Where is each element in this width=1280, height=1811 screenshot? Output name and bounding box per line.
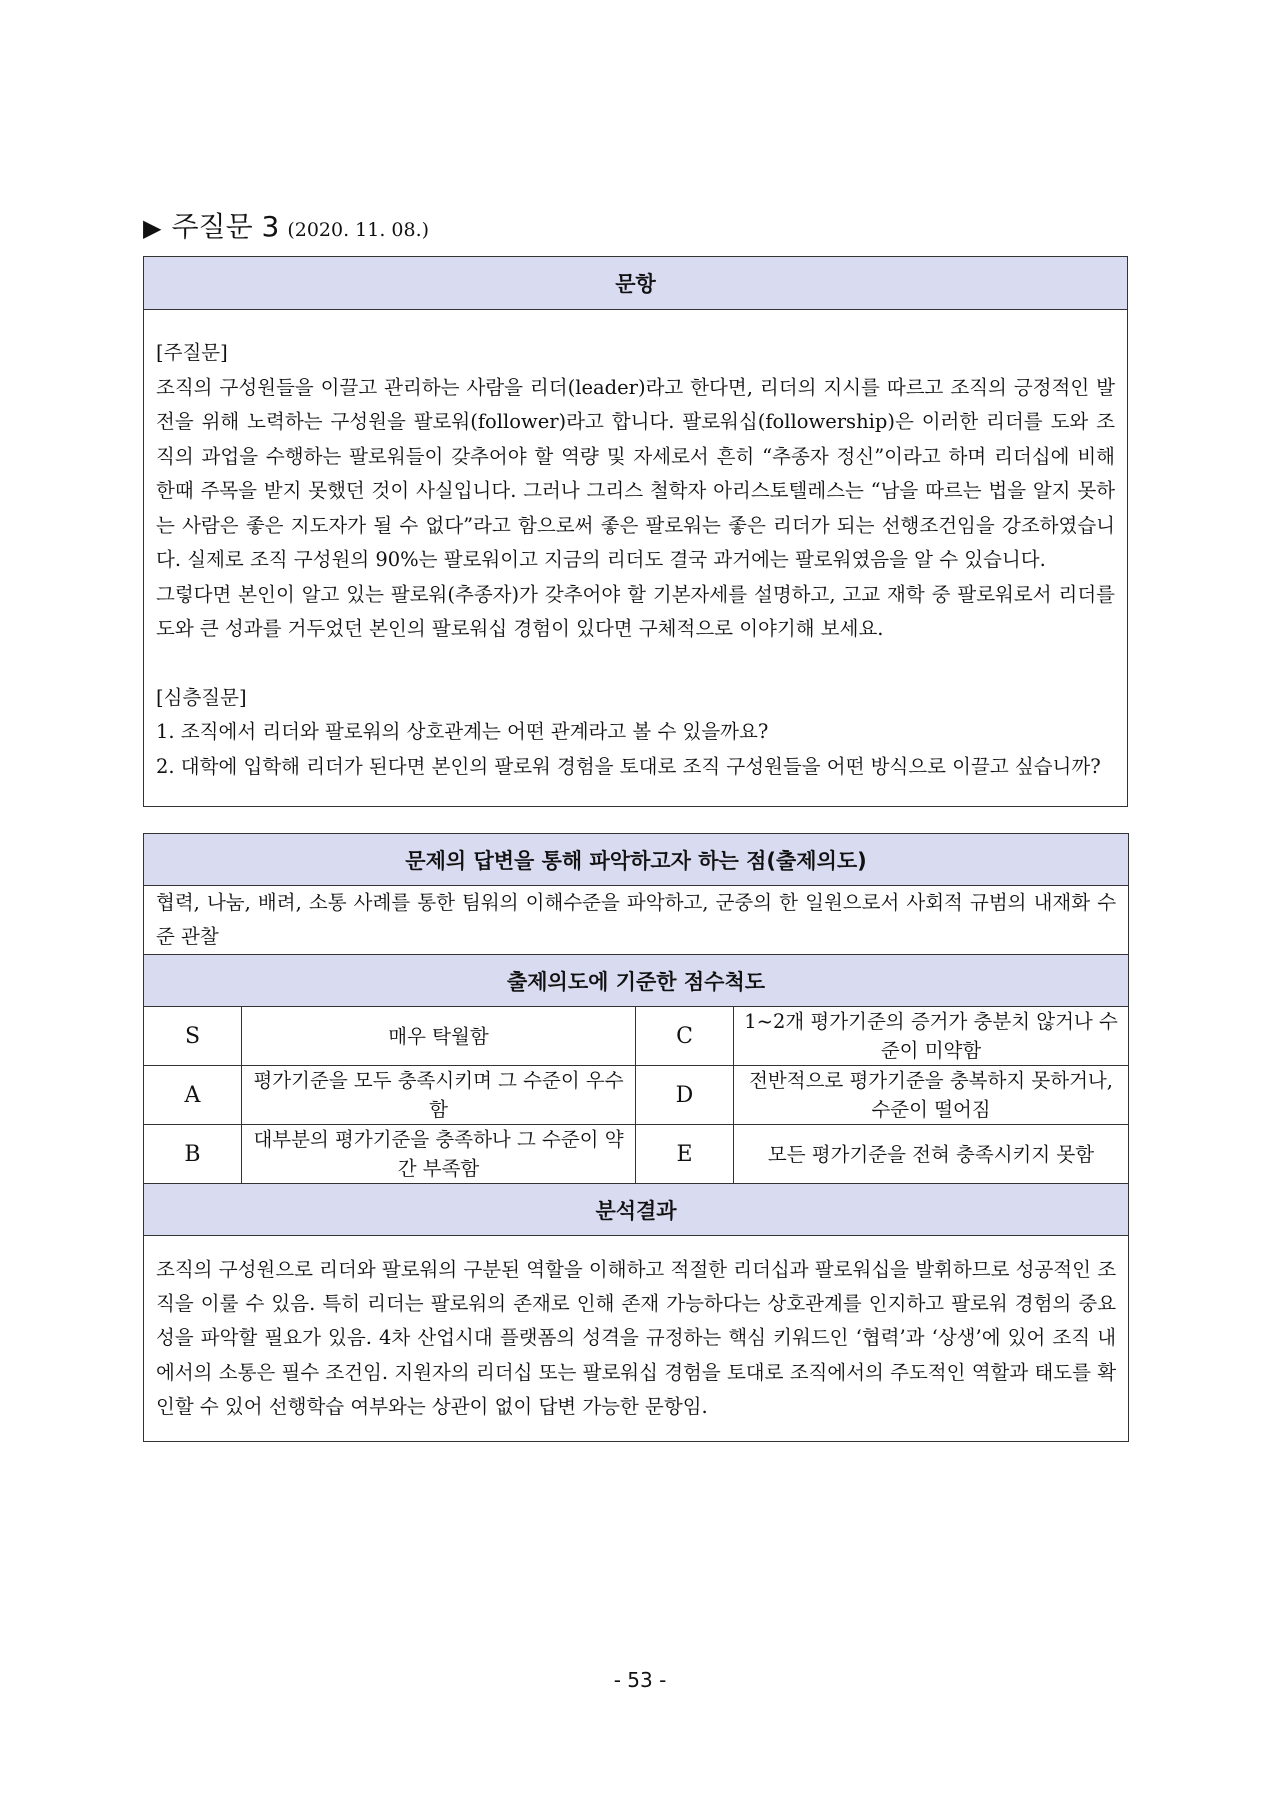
- scale-row: [144, 1125, 1129, 1184]
- follow-up-item-2: 2. 대학에 입학해 리더가 된다면 본인의 팔로워 경험을 토대로 조직 구성원들을 어떤 방식으로 이끌고 싶습니까?: [156, 754, 1101, 778]
- scale-row: [144, 1066, 1129, 1125]
- analysis-text: 조직의 구성원으로 리더와 팔로워의 구분된 역할을 이해하고 적절한 리더십과 팔로워십을 발휘하므로 성공적인 조직을 이룰 수 있음. 특히 리더는 팔로워의 존재로 인해 존재 가능하다는 상호관계를 인지하고 팔로워 경험의 중요성을 파악할 필요가 있음. 4차 산업시대 플랫폼의 성격을 규정하는 핵심 키워드인 ‘협력’과 ‘상생’에 있어 조직 내에서의 소통은 필수 조건임. 지원자의 리더십 또는 팔로워십 경험을 토대로 조직에서의 주도적인 역할과 태도를 확인할 수 있어 선행학습 여부와는 상관이 없이 답변 가능한 문항임.: [144, 1236, 1129, 1442]
- triangle-marker-icon: ▶: [143, 214, 162, 242]
- scale-row: [144, 1007, 1129, 1066]
- spacer: [156, 647, 1115, 681]
- intent-header: 문제의 답변을 통해 파악하고자 하는 점(출제의도): [144, 834, 1129, 886]
- page-number: - 53 -: [613, 1668, 667, 1692]
- main-question-paragraph-2: 그렇다면 본인이 알고 있는 팔로워(추종자)가 갖추어야 할 기본자세를 설명하고, 고교 재학 중 팔로워로서 리더를 도와 큰 성과를 거두었던 본인의 팔로워십 경험이 있다면 구체적으로 이야기해 보세요.: [156, 582, 1115, 640]
- grade-s-description: 매우 탁월함: [242, 1007, 636, 1066]
- question-table: [143, 256, 1128, 807]
- follow-up-item-1: 1. 조직에서 리더와 팔로워의 상호관계는 어떤 관계라고 볼 수 있을까요?: [156, 720, 769, 743]
- section-heading: [143, 205, 1128, 247]
- grade-b-description: 대부분의 평가기준을 충족하나 그 수준이 약간 부족함: [242, 1125, 636, 1184]
- grade-b: B: [144, 1125, 242, 1184]
- main-question-paragraph-1: 조직의 구성원들을 이끌고 관리하는 사람을 리더(leader)라고 한다면, 리더의 지시를 따르고 조직의 긍정적인 발전을 위해 노력하는 구성원을 팔로워(follower)라고 합니다. 팔로워십(followership)은 이러한 리더를 도와 조직의 과업을 수행하는 팔로워들이 갖추어야 할 역량 및 자세로서 흔히 “추종자 정신”이라고 하며 리더십에 비해 한때 주목을 받지 못했던 것이 사실입니다. 그러나 그리스 철학자 아리스토텔레스는 “남을 따르는 법을 알지 못하는 사람은 좋은 지도자가 될 수 없다”라고 함으로써 좋은 팔로워는 좋은 리더가 되는 선행조건임을 강조하였습니다. 실제로 조직 구성원의 90%는 팔로워이고 지금의 리더도 결국 과거에는 팔로워였음을 알 수 있습니다.: [156, 375, 1115, 571]
- grade-c: C: [636, 1007, 734, 1066]
- question-header: 문항: [144, 257, 1128, 310]
- main-question-label: [주질문]: [156, 341, 228, 364]
- scale-header: 출제의도에 기준한 점수척도: [144, 955, 1129, 1007]
- grade-a-description: 평가기준을 모두 충족시키며 그 수준이 우수함: [242, 1066, 636, 1125]
- grade-s: S: [144, 1007, 242, 1066]
- follow-up-label: [심층질문]: [156, 685, 247, 709]
- heading-title: 주질문 3: [171, 210, 280, 243]
- grade-a: A: [144, 1066, 242, 1125]
- heading-date: (2020. 11. 08.): [287, 219, 430, 241]
- grade-d: D: [636, 1066, 734, 1125]
- scoring-table: [143, 833, 1129, 1442]
- grade-e: E: [636, 1125, 734, 1184]
- intent-text: 협력, 나눔, 배려, 소통 사례를 통한 팀워의 이해수준을 파악하고, 군중의 한 일원으로서 사회적 규범의 내재화 수준 관찰: [144, 886, 1129, 955]
- grade-e-description: 모든 평가기준을 전혀 충족시키지 못함: [734, 1125, 1129, 1184]
- grade-c-description: 1~2개 평가기준의 증거가 충분치 않거나 수준이 미약함: [734, 1007, 1129, 1066]
- grade-d-description: 전반적으로 평가기준을 충복하지 못하거나, 수준이 떨어짐: [734, 1066, 1129, 1125]
- analysis-header: 분석결과: [144, 1184, 1129, 1236]
- document-page: [143, 205, 1128, 1442]
- question-body: [144, 310, 1128, 807]
